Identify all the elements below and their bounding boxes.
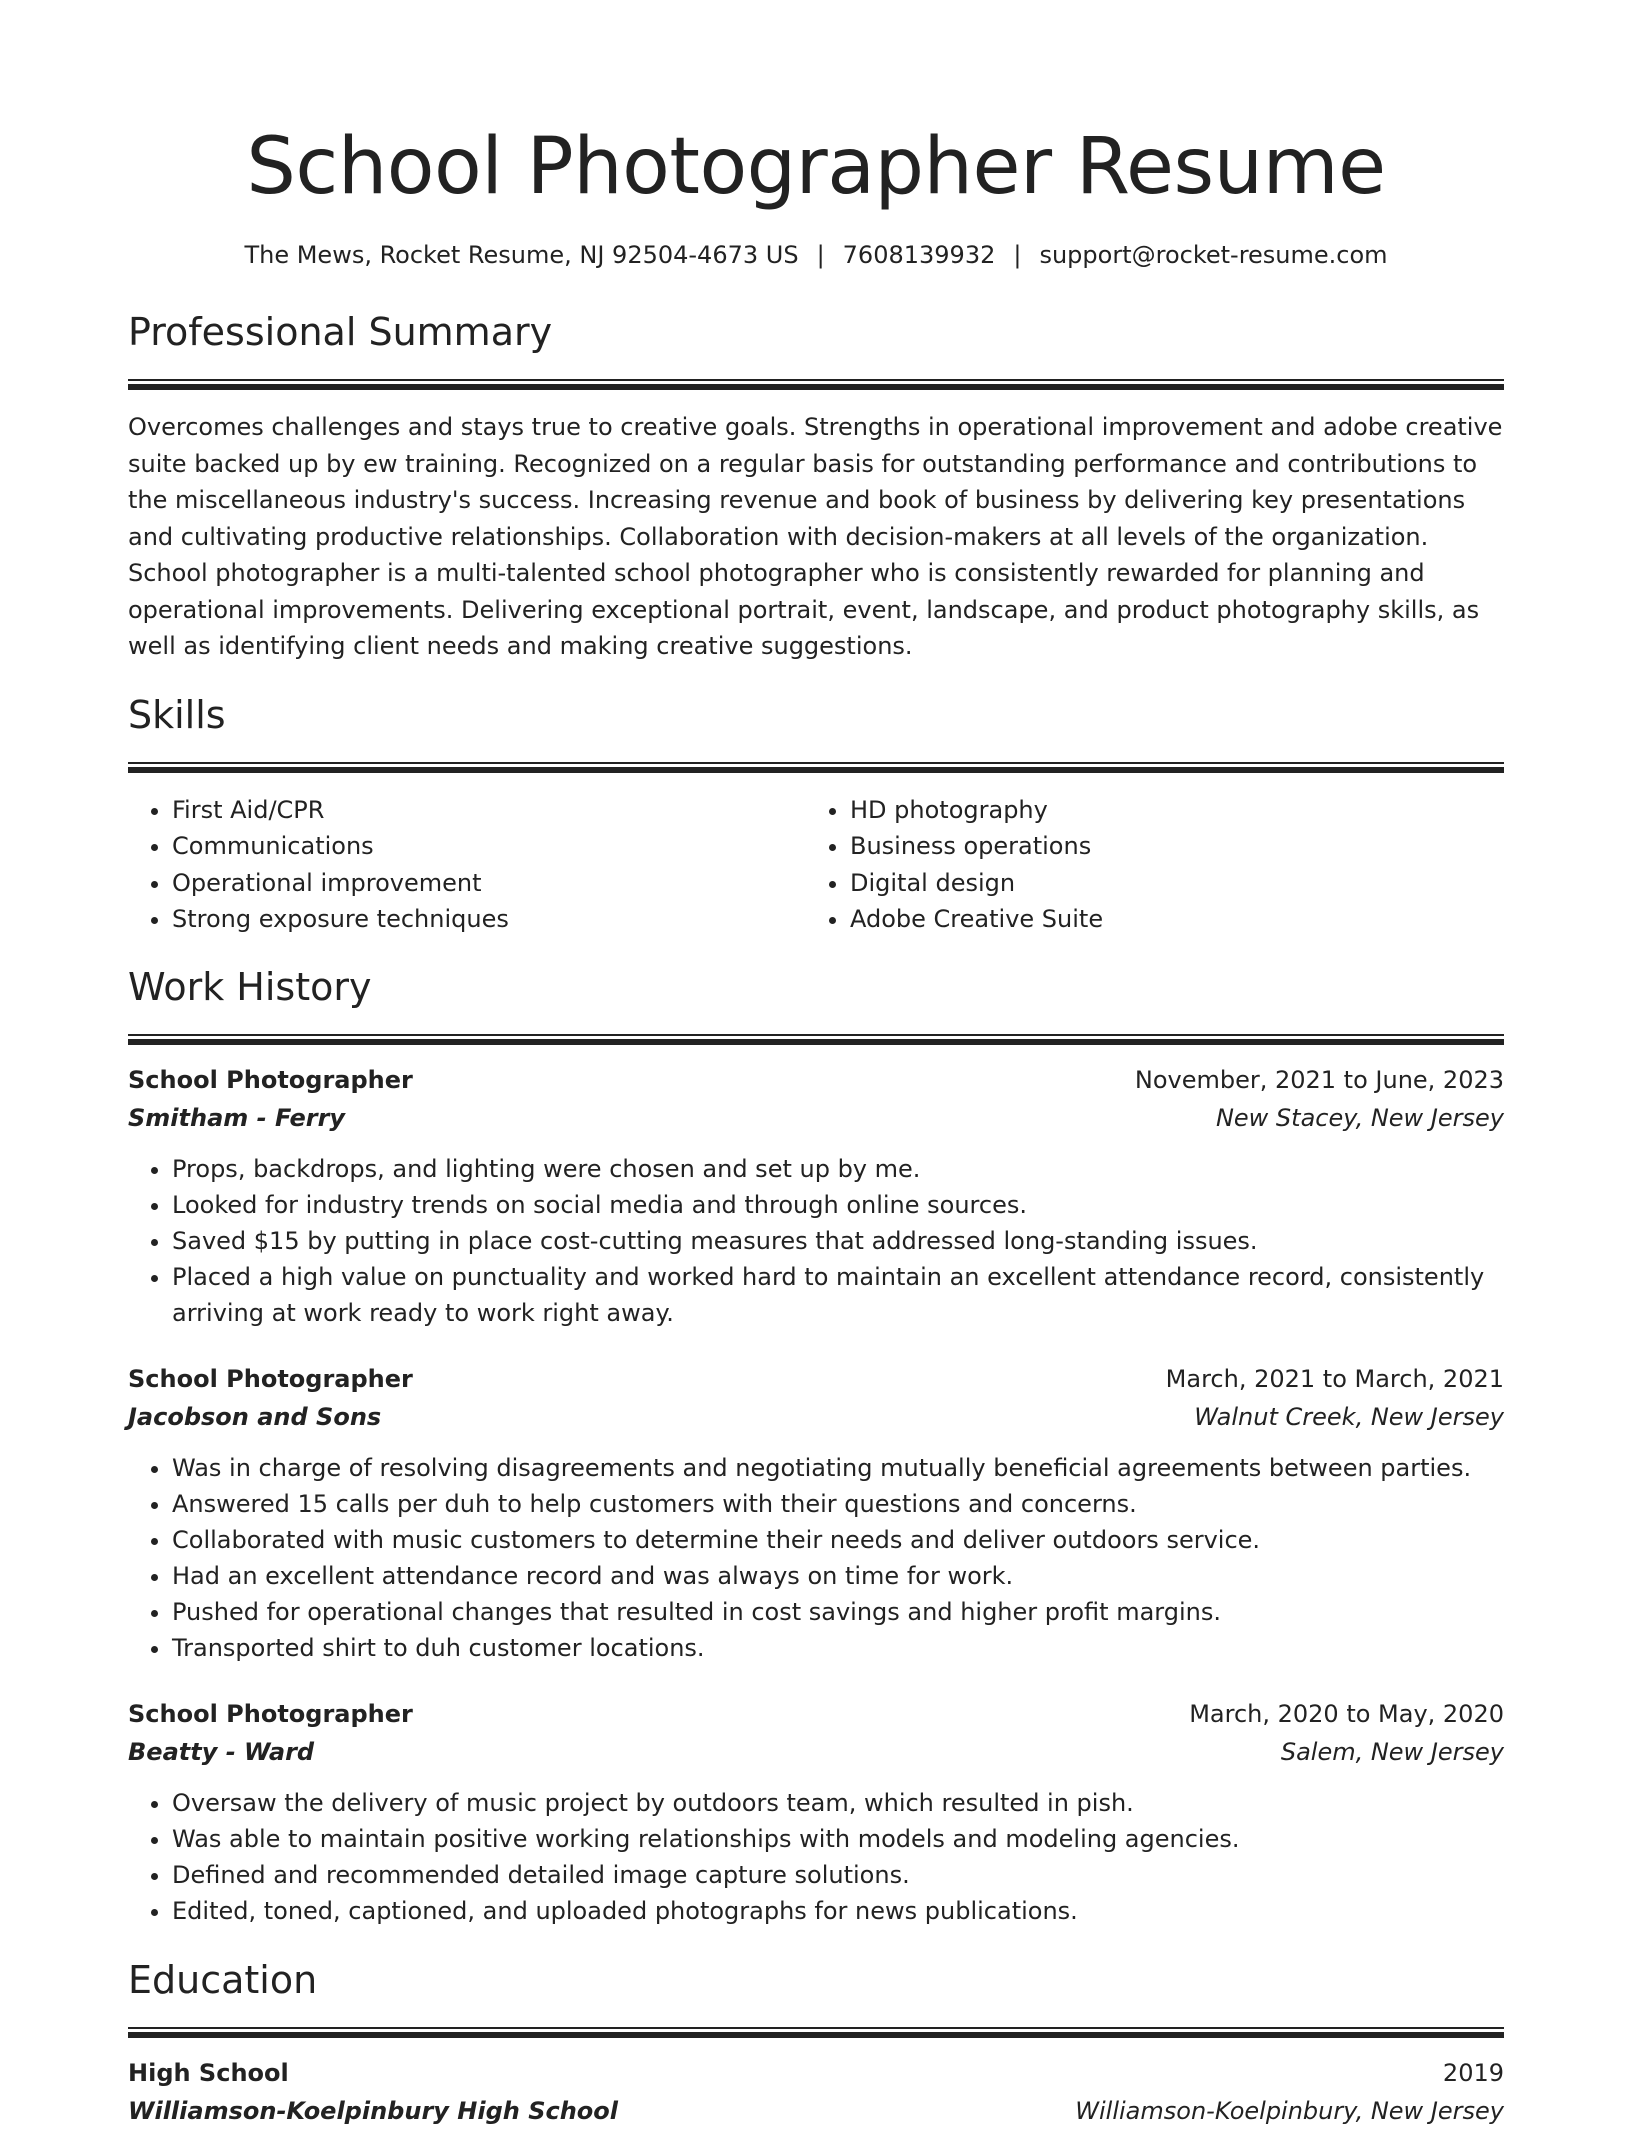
resume-title: School Photographer Resume <box>246 122 1386 212</box>
job-company: Jacobson and Sons <box>128 1402 382 1431</box>
job-dates: November, 2021 to June, 2023 <box>1134 1065 1504 1094</box>
job-bullet: • Oversaw the delivery of music project by outdoors team, which resulted in pish. <box>172 1785 1504 1821</box>
skills-section <box>128 690 1504 938</box>
job-bullet: • Props, backdrops, and lighting were chosen and set up by me. <box>172 1151 1504 1187</box>
contact-separator: | <box>1013 241 1022 269</box>
work-section <box>128 962 1504 1929</box>
work-heading: Work History <box>128 964 372 1009</box>
job-entry <box>128 1695 1504 1929</box>
job-bullet: • Edited, toned, captioned, and uploaded photographs for news publications. <box>172 1893 1504 1929</box>
job-bullets <box>128 1785 1504 1929</box>
skill-item: • Operational improvement <box>172 865 806 902</box>
job-bullets <box>128 1151 1504 1331</box>
contact-phone: 7608139932 <box>842 241 996 269</box>
job-title: School Photographer <box>128 1699 413 1728</box>
skills-list-left <box>128 792 806 938</box>
job-bullet: • Had an excellent attendance record and was always on time for work. <box>172 1558 1504 1594</box>
job-bullet: • Placed a high value on punctuality and worked hard to maintain an excellent attendance record, consistently arriving at work ready to work right away. <box>172 1259 1504 1331</box>
skills-columns <box>128 792 1504 938</box>
job-bullet: • Answered 15 calls per duh to help customers with their questions and concerns. <box>172 1486 1504 1522</box>
education-year: 2019 <box>1442 2058 1504 2087</box>
education-heading: Education <box>128 1957 318 2002</box>
contact-address: The Mews, Rocket Resume, NJ 92504-4673 US <box>244 241 799 269</box>
job-company: Beatty - Ward <box>128 1737 315 1766</box>
job-dates: March, 2021 to March, 2021 <box>1165 1364 1504 1393</box>
section-divider <box>128 379 1504 389</box>
skills-list-right <box>806 792 1480 938</box>
job-title: School Photographer <box>128 1065 413 1094</box>
skill-item: • HD photography <box>850 792 1480 829</box>
job-title: School Photographer <box>128 1364 413 1393</box>
section-divider <box>128 2027 1504 2037</box>
skill-item: • Adobe Creative Suite <box>850 901 1480 938</box>
skill-item: • Communications <box>172 828 806 865</box>
skill-item: • First Aid/CPR <box>172 792 806 829</box>
job-bullet: • Transported shirt to duh customer locations. <box>172 1630 1504 1666</box>
resume-page <box>128 0 1504 2130</box>
summary-text: Overcomes challenges and stays true to creative goals. Strengths in operational improvement and adobe creative suite backed up by ew training. Recognized on a regular basis for outstanding performance and contributions to the miscellaneous industry's success. Increasing revenue and book of business by delivering key presentations and cultivating productive relationships. Collaboration with decision-makers at all levels of the organization. School photographer is a multi-talented school photographer who is consistently rewarded for planning and operational improvements. Delivering exceptional portrait, event, landscape, and product photography skills, as well as identifying client needs and making creative suggestions. <box>128 413 1503 660</box>
job-bullet: • Saved $15 by putting in place cost-cutting measures that addressed long-standing issues. <box>172 1223 1504 1259</box>
job-location: Walnut Creek, New Jersey <box>1194 1402 1504 1431</box>
job-bullet: • Was able to maintain positive working relationships with models and modeling agencies. <box>172 1821 1504 1857</box>
education-location: Williamson-Koelpinbury, New Jersey <box>1075 2096 1504 2125</box>
education-degree: High School <box>128 2058 289 2087</box>
job-entry <box>128 1061 1504 1331</box>
job-bullet: • Collaborated with music customers to determine their needs and deliver outdoors service. <box>172 1522 1504 1558</box>
section-divider <box>128 1034 1504 1044</box>
job-bullet: • Looked for industry trends on social media and through online sources. <box>172 1187 1504 1223</box>
job-bullets <box>128 1450 1504 1666</box>
summary-section <box>128 307 1504 665</box>
job-location: Salem, New Jersey <box>1280 1737 1504 1766</box>
education-school: Williamson-Koelpinbury High School <box>128 2096 619 2125</box>
job-company: Smitham - Ferry <box>128 1103 346 1132</box>
contact-line <box>128 239 1504 271</box>
education-entry <box>128 2054 1504 2130</box>
contact-email: support@rocket-resume.com <box>1039 241 1388 269</box>
skill-item: • Digital design <box>850 865 1480 902</box>
skill-item: • Business operations <box>850 828 1480 865</box>
job-entry <box>128 1360 1504 1666</box>
job-bullet: • Was in charge of resolving disagreements and negotiating mutually beneficial agreements between parties. <box>172 1450 1504 1486</box>
education-section <box>128 1955 1504 2130</box>
job-location: New Stacey, New Jersey <box>1215 1103 1504 1132</box>
job-bullet: • Defined and recommended detailed image capture solutions. <box>172 1857 1504 1893</box>
skills-heading: Skills <box>128 692 226 737</box>
summary-heading: Professional Summary <box>128 310 553 354</box>
job-dates: March, 2020 to May, 2020 <box>1189 1699 1504 1728</box>
job-bullet: • Pushed for operational changes that resulted in cost savings and higher profit margins. <box>172 1594 1504 1630</box>
section-divider <box>128 762 1504 772</box>
skill-item: • Strong exposure techniques <box>172 901 806 938</box>
contact-separator: | <box>816 241 825 269</box>
